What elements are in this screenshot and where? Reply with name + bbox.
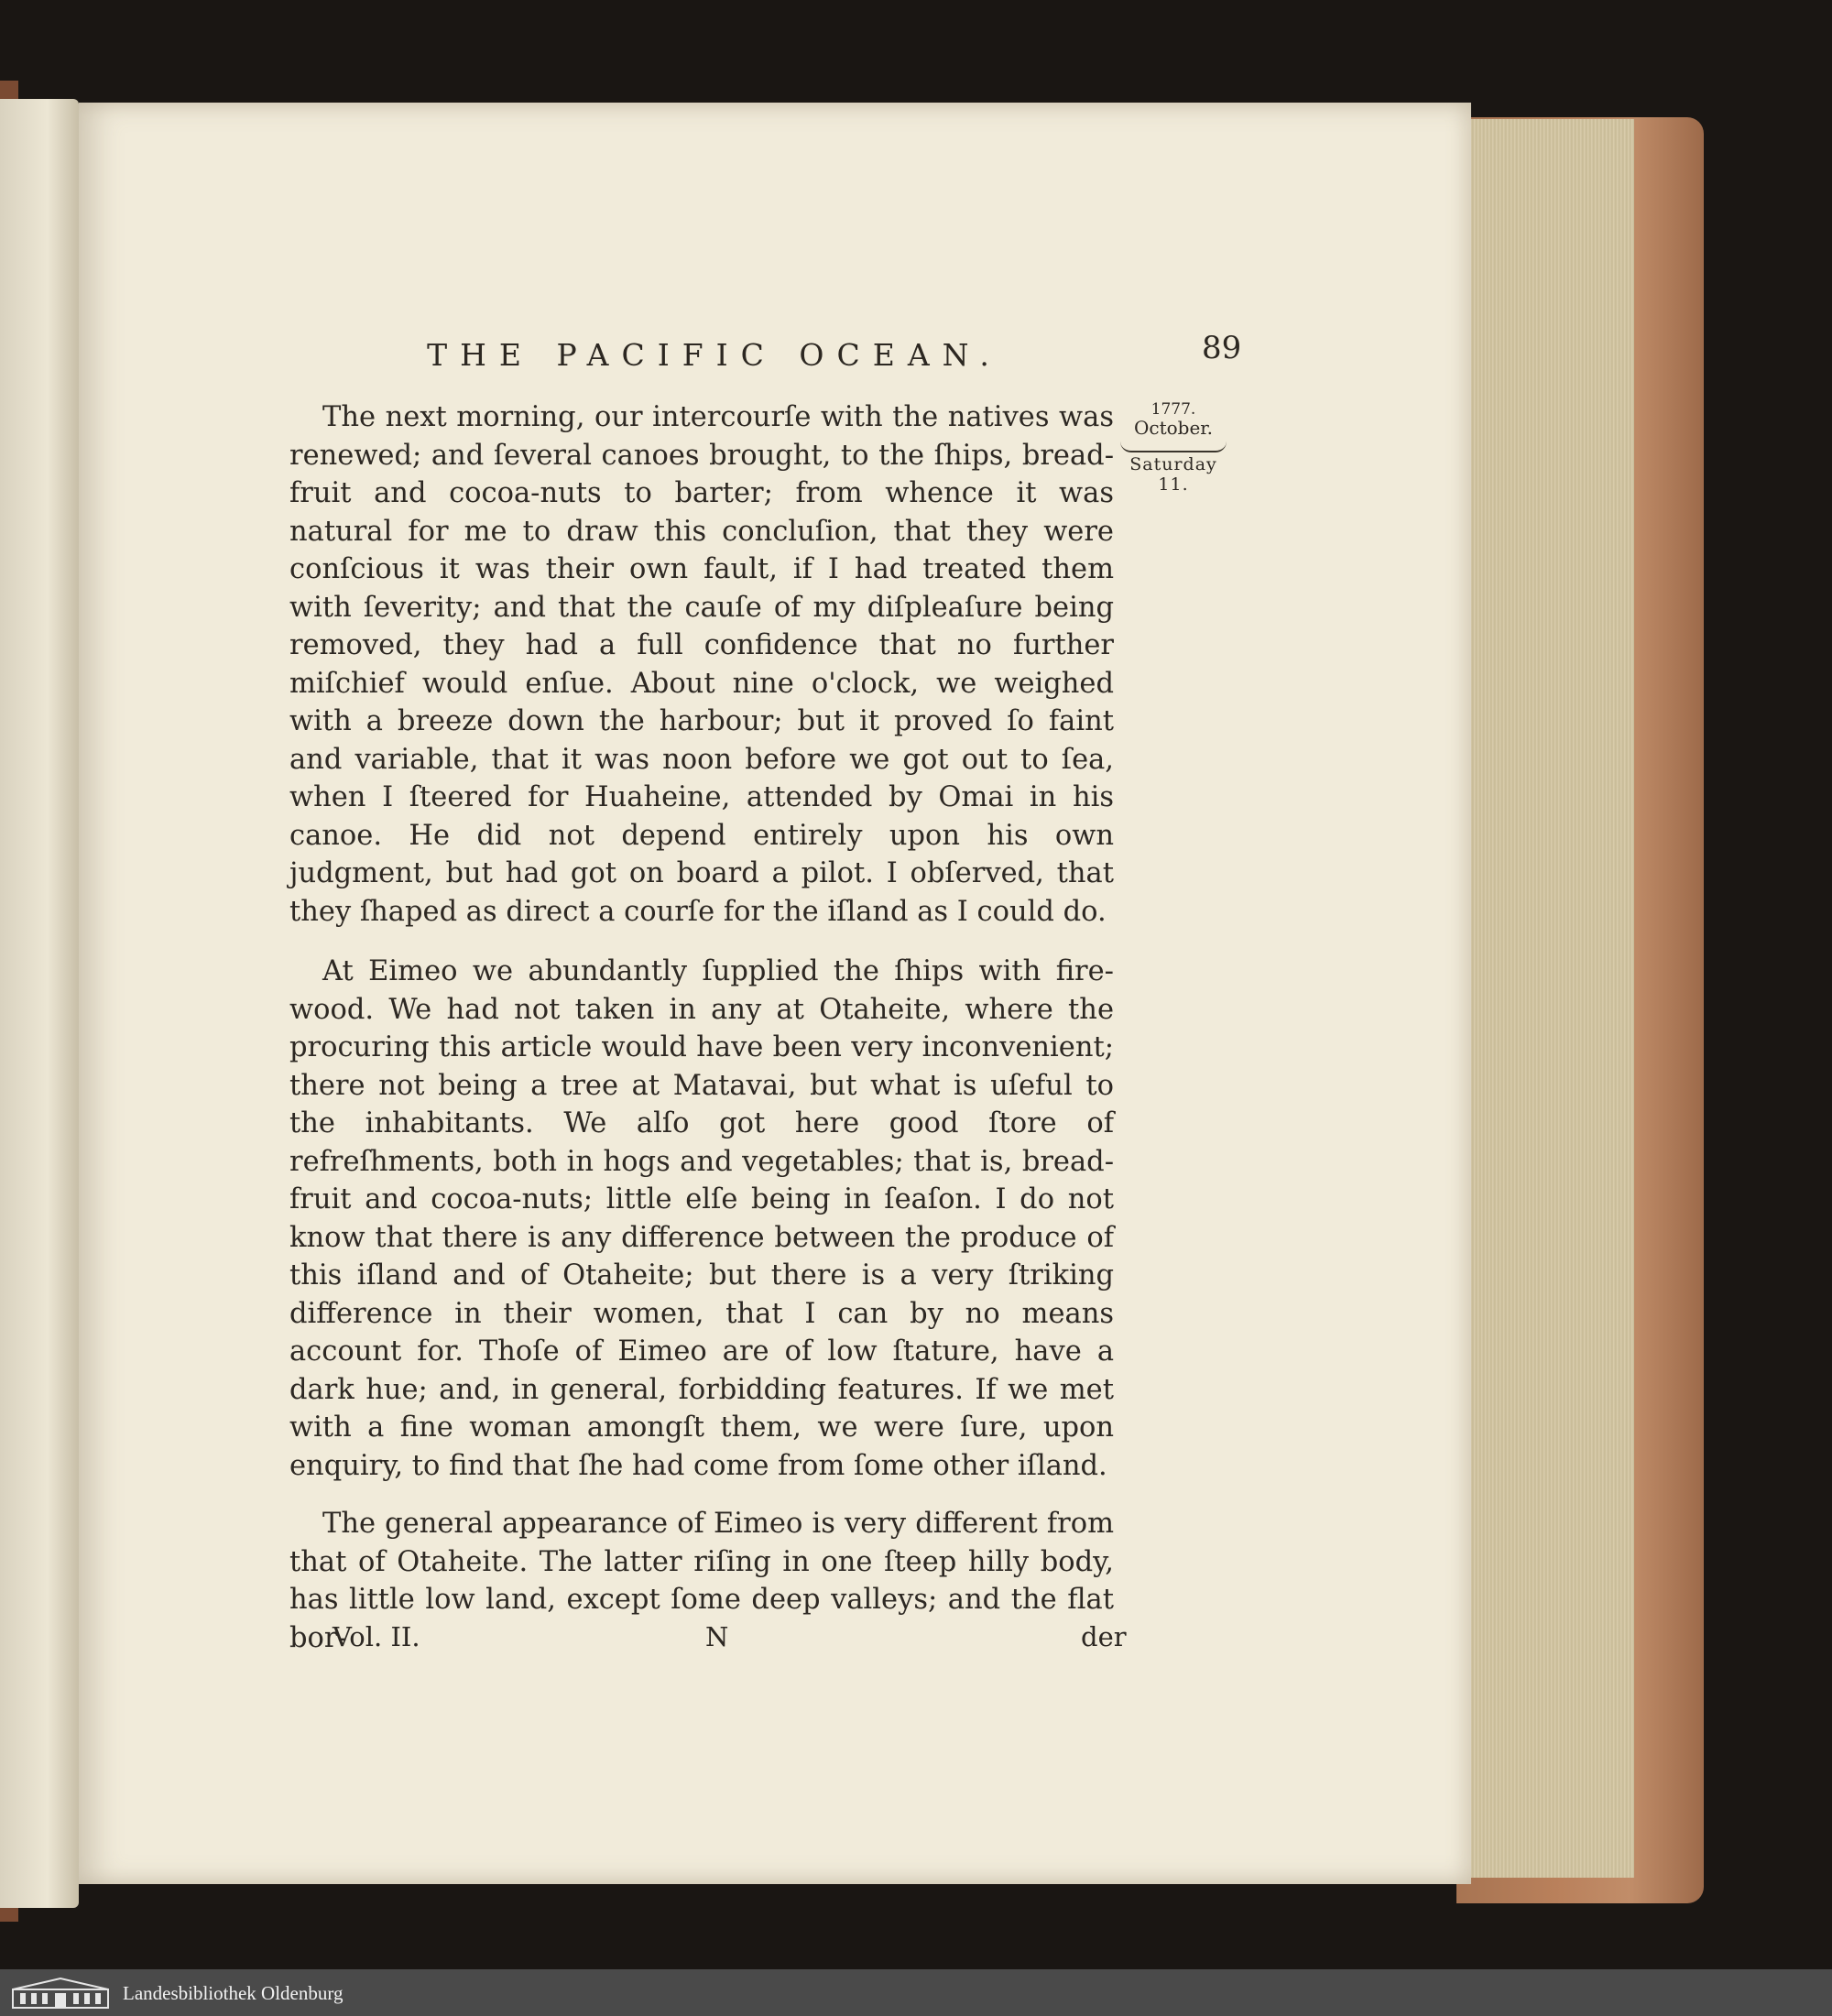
footer-catchword: der <box>1081 1621 1127 1652</box>
margin-year: 1777. <box>1150 400 1196 419</box>
library-footer-bar <box>0 1969 1832 2016</box>
margin-month: October. <box>1133 417 1214 439</box>
library-building-icon <box>11 1977 110 2010</box>
paragraph-1: The next morning, our intercourſe with the natives was renewed; and ſeveral canoes brought, to the ſhips, bread-fruit and cocoa-nuts to barter; from whence it was natural for me to draw this concluſion, that they were conſcious it was their own fault, if I had treated them with ſeverity; and that the cauſe of my diſpleaſure being removed, they had a full confidence that no further miſchief would enſue. About nine o'clock, we weighed with a breeze down the harbour; but it proved ſo faint and variable, that it was noon before we got out to ſea, when I ſteered for Huaheine, attended by Omai in his canoe. He did not depend entirely upon his own judgment, but had got on board a pilot. I obſerved, that they ſhaped as direct a courſe for the iſland as I could do. <box>289 401 1114 928</box>
margin-brace <box>1120 441 1227 452</box>
paragraph-3: The general appearance of Eimeo is very different from that of Otaheite. The latter riſing in one ſteep hilly body, has little low land, except ſome deep valleys; and the flat bor- <box>289 1508 1114 1654</box>
footer-signature-mark: N <box>705 1621 729 1652</box>
footer-volume: Vol. II. <box>333 1621 420 1652</box>
page-number: 89 <box>1202 330 1242 366</box>
library-name: Landesbibliothek Oldenburg <box>123 1982 344 2004</box>
page-block-edge <box>1466 119 1634 1878</box>
paragraph-2: At Eimeo we abundantly ſupplied the ſhips with fire-wood. We had not taken in any at Otaheite, where the procuring this article would have been very inconvenient; there not being a tree at Matavai, but what is uſeful to the inhabitants. We alſo got here good ſtore of refreſhments, both in hogs and vegetables; that is, bread-fruit and cocoa-nuts; little elſe being in ſeaſon. I do not know that there is any difference between the produce of this iſland and of Otaheite; but there is a very ſtriking difference in their women, that I can by no means account for. Thoſe of Eimeo are of low ſtature, have a dark hue; and, in general, forbidding features. If we met with a fine woman amongſt them, we were ſure, upon enquiry, to find that ſhe had come from ſome other iſland. <box>289 955 1114 1482</box>
margin-day: Saturday 11. <box>1129 454 1217 495</box>
running-title: THE PACIFIC OCEAN. <box>427 337 1002 373</box>
left-page-edge <box>0 99 79 1908</box>
margin-date-note <box>1116 401 1231 495</box>
